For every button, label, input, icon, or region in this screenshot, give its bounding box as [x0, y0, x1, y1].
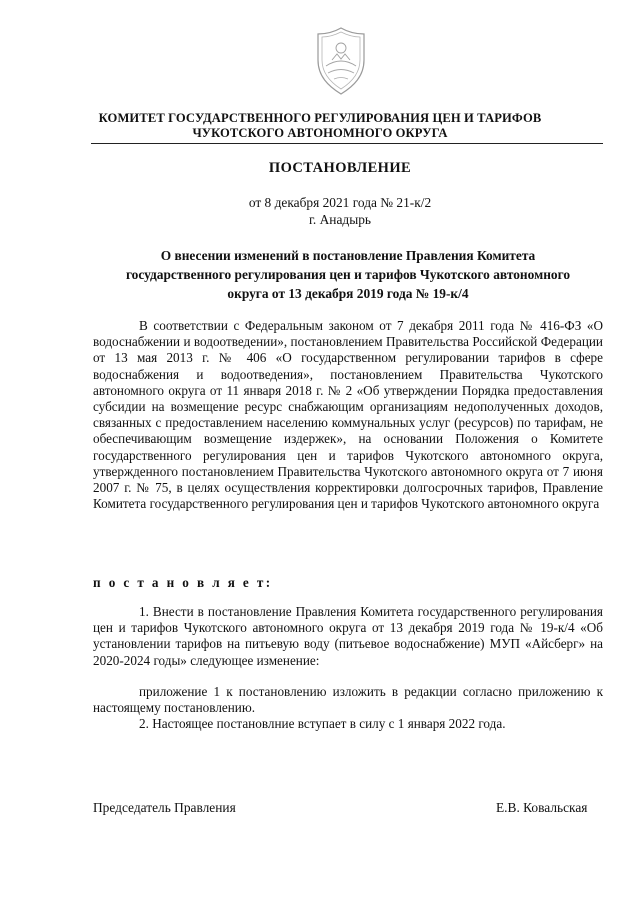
document-city: г. Анадырь [308, 212, 372, 227]
header-divider [91, 143, 603, 144]
org-name-line2: ЧУКОТСКОГО АВТОНОМНОГО ОКРУГА [192, 126, 448, 140]
subject-line2: государственного регулирования цен и тарифов Чукотского автономного [125, 267, 571, 282]
subject-line3: округа от 13 декабря 2019 года № 19-к/4 [227, 286, 469, 301]
item-2-paragraph: 2. Настоящее постановлние вступает в силу с 1 января 2022 года. [139, 716, 506, 731]
document-title: ПОСТАНОВЛЕНИЕ [268, 160, 412, 176]
decree-word: п о с т а н о в л я е т: [93, 575, 273, 590]
signature-name: Е.В. Ковальская [496, 800, 588, 815]
item-1-sub-paragraph: приложение 1 к постановлению изложить в редакции согласно приложению к настоящему постановлению. [93, 684, 603, 716]
preamble-paragraph: В соответствии с Федеральным законом от 7 декабря 2011 года № 416-ФЗ «О водоснабжении и водоотведении», постановлением Правительства Российской Федерации от 13 мая 2013 г. № 406 «О государственном регулировании тарифов в сфере водоснабжения и водоотведения», постановлением Правительства Чукотского автономного округа от 11 января 2018 г. № 2 «Об утверждении Порядка предоставления субсидии на возмещение ресурс снабжающим организациям недополученных доходов, связанных с предоставлением населению коммунальных услуг (ресурсов) по тарифам, не обеспечивающим возмещение издержек», на основании Положения о Комитете государственного регулирования цен и тарифов Чукотского автономного округа, утвержденного постановлением Правительства Чукотского автономного округа от 7 июня 2007 г. № 75, в целях осуществления корректировки долгосрочных тарифов, Правление Комитета государственного регулирования цен и тарифов Чукотского автономного округа [93, 318, 603, 512]
document-date: от 8 декабря 2021 года № 21-к/2 [248, 195, 432, 210]
signature-position: Председатель Правления [93, 800, 236, 815]
item-1-paragraph: 1. Внести в постановление Правления Комитета государственного регулирования цен и тарифов Чукотского автономного округа от 13 декабря 2019 года № 19-к/4 «Об установлении тарифов на питьевую воду (питьевое водоснабжение) МУП «Айсберг» на 2020-2024 годы» следующее изменение: [93, 604, 603, 668]
org-name-line1: КОМИТЕТ ГОСУДАРСТВЕННОГО РЕГУЛИРОВАНИЯ ЦЕН И ТАРИФОВ [98, 111, 542, 125]
coat-of-arms-emblem-icon [304, 26, 378, 96]
subject-line1: О внесении изменений в постановление Правления Комитета [160, 248, 536, 263]
